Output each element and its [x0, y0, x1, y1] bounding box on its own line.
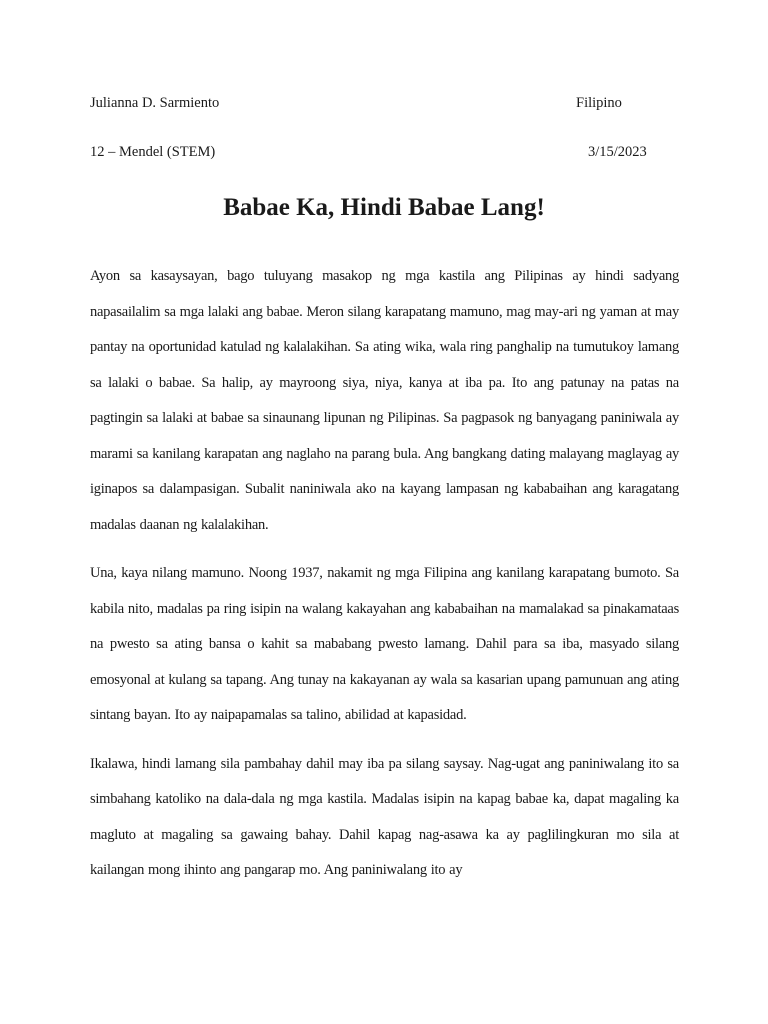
section-name: 12 – Mendel (STEM): [90, 144, 216, 160]
essay-body: [90, 259, 679, 902]
document-date: 3/15/2023: [588, 144, 647, 160]
author-name: Julianna D. Sarmiento: [90, 95, 220, 111]
paragraph-second-point: Ikalawa, hindi lamang sila pambahay dahil may iba pa silang saysay. Nag-ugat ang paniniwalang ito sa simbahang katoliko na dala-dala ng mga kastila. Madalas isipin na kapag babae ka, dapat magaling ka magluto at magaling sa gawaing bahay. Dahil kapag nag-asawa ka ay paglilingkuran mo sila at kailangan mong ihinto ang pangarap mo. Ang paniniwalang ito ay: [90, 755, 679, 878]
subject-name: Filipino: [576, 95, 622, 111]
paragraph-first-point: Una, kaya nilang mamuno. Noong 1937, nakamit ng mga Filipina ang kanilang karapatang bumoto. Sa kabila nito, madalas pa ring isipin na walang kakayahan ang kababaihan na mamalakad sa pinakamataas na pwesto sa ating bansa o kahit sa mababang pwesto lamang. Dahil para sa iba, masyado silang emosyonal at kulang sa tapang. Ang tunay na kakayanan ay wala sa kasarian upang pamunuan ang ating sintang bayan. Ito ay naipapamalas sa talino, abilidad at kapasidad.: [90, 565, 679, 723]
paragraph-intro: Ayon sa kasaysayan, bago tuluyang masakop ng mga kastila ang Pilipinas ay hindi sadyang napasailalim sa mga lalaki ang babae. Meron silang karapatang mamuno, mag may-ari ng yaman at may pantay na oportunidad katulad ng kalalakihan. Sa ating wika, wala ring panghalip na tumutukoy lamang sa lalaki o babae. Sa halip, ay mayroong siya, niya, kanya at iba pa. Ito ang patunay na patas na pagtingin sa lalaki at babae sa sinaunang lipunan ng Pilipinas. Sa pagpasok ng banyagang paniniwala ay marami sa kanilang karapatan ang naglaho na parang bula. Ang bangkang dating malayang maglayag ay iginapos sa dalampasigan. Subalit naniniwala ako na kayang lampasan ng kababaihan ang karagatang madalas daanan ng kalalakihan.: [90, 268, 679, 533]
essay-title: Babae Ka, Hindi Babae Lang!: [223, 194, 545, 221]
